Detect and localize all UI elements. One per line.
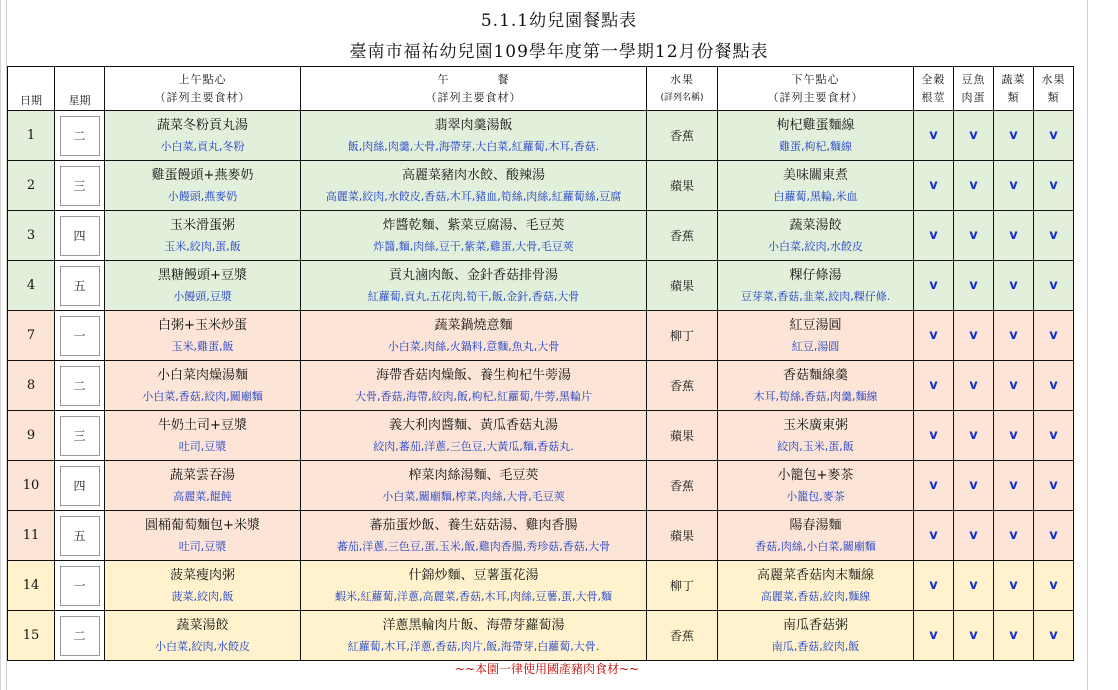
- pm-snack-ingredients: 紅豆,湯圓: [791, 339, 840, 353]
- lunch-cell: [301, 611, 647, 661]
- header-fruit: 水果 (詳列名稱): [647, 67, 718, 111]
- protein-check: v: [954, 311, 994, 361]
- weekday-value: 三: [60, 166, 100, 206]
- weekday-value: 二: [60, 116, 100, 156]
- weekday-cell: [55, 361, 105, 411]
- lunch-cell: [301, 511, 647, 561]
- date-cell: 9: [8, 411, 55, 461]
- weekday-value: 一: [60, 566, 100, 606]
- fruit-category-check: v: [1034, 111, 1074, 161]
- fruit-cell: 香蕉: [647, 461, 718, 511]
- pm-snack-name: 小籠包+麥茶: [777, 467, 854, 483]
- grains-check: v: [914, 611, 954, 661]
- am-snack-name: 菠菜瘦肉粥: [169, 567, 235, 583]
- fruit-category-check: v: [1034, 411, 1074, 461]
- header-lunch: 午 餐 （詳列主要食材）: [301, 67, 647, 111]
- pm-snack-ingredients: 豆芽菜,香菇,韭菜,絞肉,粿仔條.: [740, 289, 891, 303]
- protein-check: v: [954, 561, 994, 611]
- pm-snack-name: 高麗菜香菇肉末麵線: [756, 567, 874, 583]
- pm-snack-ingredients: 高麗菜,香菇,絞肉,麵線: [760, 589, 871, 603]
- pm-snack-ingredients: 小白菜,絞肉,水餃皮: [768, 239, 863, 253]
- weekday-cell: [55, 461, 105, 511]
- pm-snack-name: 枸杞雞蛋麵線: [776, 117, 855, 133]
- lunch-name: 高麗菜豬肉水餃、酸辣湯: [401, 167, 545, 183]
- am-snack-ingredients: 高麗菜,餛飩: [173, 489, 232, 503]
- weekday-value: 四: [60, 216, 100, 256]
- pm-snack-ingredients: 小籠包,麥茶: [786, 489, 845, 503]
- protein-check: v: [954, 261, 994, 311]
- am-snack-cell: [105, 611, 301, 661]
- pm-snack-cell: [718, 311, 914, 361]
- lunch-ingredients: 小白菜,關廟麵,榨菜,肉絲,大骨,毛豆莢: [382, 489, 565, 503]
- lunch-ingredients: 蝦米,紅蘿蔔,洋蔥,高麗菜,香菇,木耳,肉絲,豆薯,蛋,大骨,麵: [335, 589, 612, 603]
- protein-check: v: [954, 611, 994, 661]
- weekday-cell: [55, 211, 105, 261]
- lunch-ingredients: 紅蘿蔔,木耳,洋蔥,香菇,肉片,飯,海帶芽,白蘿蔔,大骨.: [347, 639, 600, 653]
- date-cell: 11: [8, 511, 55, 561]
- document-title: 5.1.1幼兒園餐點表: [480, 11, 638, 31]
- header-weekday: 星期: [55, 67, 105, 111]
- lunch-name: 洋蔥黑輪肉片飯、海帶芽蘿蔔湯: [382, 617, 565, 633]
- lunch-name: 炸醬乾麵、紫菜豆腐湯、毛豆莢: [382, 217, 565, 233]
- grains-check: v: [914, 211, 954, 261]
- table-row: [8, 361, 1074, 411]
- fruit-category-check: v: [1034, 161, 1074, 211]
- fruit-cell: 蘋果: [647, 511, 718, 561]
- am-snack-cell: [105, 461, 301, 511]
- date-cell: 14: [8, 561, 55, 611]
- table-row: [8, 261, 1074, 311]
- grains-check: v: [914, 461, 954, 511]
- protein-check: v: [954, 511, 994, 561]
- header-fruit-category: 水果 類: [1034, 67, 1074, 111]
- table-row: [8, 411, 1074, 461]
- pm-snack-ingredients: 木耳,筍絲,香菇,肉羹,麵線: [753, 389, 878, 403]
- grains-check: v: [914, 411, 954, 461]
- lunch-cell: [301, 261, 647, 311]
- pm-snack-cell: [718, 111, 914, 161]
- weekday-value: 四: [60, 466, 100, 506]
- vegetable-check: v: [994, 461, 1034, 511]
- lunch-name: 蕃茄蛋炒飯、養生菇菇湯、雞肉香腸: [369, 517, 578, 533]
- am-snack-name: 玉米滑蛋粥: [169, 217, 235, 233]
- grains-check: v: [914, 511, 954, 561]
- fruit-category-check: v: [1034, 611, 1074, 661]
- lunch-ingredients: 炸醬,麵,肉絲,豆干,紫菜,雞蛋,大骨,毛豆莢: [373, 239, 574, 253]
- lunch-name: 義大利肉醬麵、黃瓜香菇丸湯: [388, 417, 558, 433]
- lunch-cell: [301, 411, 647, 461]
- grains-check: v: [914, 361, 954, 411]
- weekday-cell: [55, 561, 105, 611]
- fruit-cell: 香蕉: [647, 111, 718, 161]
- table-row: [8, 311, 1074, 361]
- weekday-value: 五: [60, 516, 100, 556]
- vegetable-check: v: [994, 161, 1034, 211]
- weekday-value: 二: [60, 616, 100, 656]
- lunch-name: 貢丸滷肉飯、金針香菇排骨湯: [388, 267, 558, 283]
- lunch-name: 榨菜肉絲湯麵、毛豆莢: [408, 467, 539, 483]
- pm-snack-name: 香菇麵線羹: [782, 367, 848, 383]
- fruit-cell: 柳丁: [647, 561, 718, 611]
- am-snack-name: 蔬菜冬粉貢丸湯: [156, 117, 248, 133]
- am-snack-name: 白粥+玉米炒蛋: [158, 317, 247, 333]
- pm-snack-cell: [718, 161, 914, 211]
- fruit-cell: 香蕉: [647, 211, 718, 261]
- weekday-cell: [55, 511, 105, 561]
- am-snack-name: 蔬菜湯餃: [176, 617, 229, 633]
- weekday-cell: [55, 111, 105, 161]
- vegetable-check: v: [994, 311, 1034, 361]
- document-subtitle: 臺南市福祐幼兒園109學年度第一學期12月份餐點表: [349, 42, 769, 62]
- am-snack-cell: [105, 311, 301, 361]
- am-snack-name: 圓桶葡萄麵包+米漿: [145, 517, 260, 533]
- lunch-cell: [301, 361, 647, 411]
- date-cell: 1: [8, 111, 55, 161]
- header-pm-snack: 下午點心 （詳列主要食材）: [718, 67, 914, 111]
- am-snack-cell: [105, 211, 301, 261]
- vegetable-check: v: [994, 611, 1034, 661]
- pm-snack-cell: [718, 611, 914, 661]
- fruit-cell: 香蕉: [647, 611, 718, 661]
- lunch-cell: [301, 161, 647, 211]
- header-date: 日期: [8, 67, 55, 111]
- am-snack-ingredients: 小白菜,絞肉,水餃皮: [155, 639, 250, 653]
- lunch-cell: [301, 111, 647, 161]
- protein-check: v: [954, 361, 994, 411]
- am-snack-name: 蔬菜雲吞湯: [169, 467, 235, 483]
- weekday-cell: [55, 161, 105, 211]
- pm-snack-name: 美味關東煮: [782, 167, 848, 183]
- grains-check: v: [914, 161, 954, 211]
- am-snack-cell: [105, 561, 301, 611]
- pm-snack-ingredients: 絞肉,玉米,蛋,飯: [777, 439, 854, 453]
- fruit-cell: 蘋果: [647, 161, 718, 211]
- grains-check: v: [914, 261, 954, 311]
- weekday-value: 一: [60, 316, 100, 356]
- date-cell: 8: [8, 361, 55, 411]
- header-am-snack: 上午點心 （詳列主要食材）: [105, 67, 301, 111]
- protein-check: v: [954, 161, 994, 211]
- pm-snack-ingredients: 雞蛋,枸杞,麵線: [779, 139, 852, 153]
- fruit-category-check: v: [1034, 361, 1074, 411]
- pm-snack-ingredients: 白蘿蔔,黑輪,米血: [773, 189, 858, 203]
- table-row: [8, 161, 1074, 211]
- fruit-category-check: v: [1034, 511, 1074, 561]
- am-snack-cell: [105, 161, 301, 211]
- pm-snack-name: 陽春湯麵: [789, 517, 842, 533]
- fruit-category-check: v: [1034, 311, 1074, 361]
- column-gridline-right: [1087, 0, 1088, 690]
- weekday-cell: [55, 261, 105, 311]
- vegetable-check: v: [994, 511, 1034, 561]
- vegetable-check: v: [994, 211, 1034, 261]
- pm-snack-cell: [718, 361, 914, 411]
- lunch-ingredients: 絞肉,蕃茄,洋蔥,三色豆,大黃瓜,麵,香菇丸.: [373, 439, 574, 453]
- weekday-cell: [55, 611, 105, 661]
- vegetable-check: v: [994, 411, 1034, 461]
- am-snack-cell: [105, 261, 301, 311]
- fruit-category-check: v: [1034, 211, 1074, 261]
- vegetable-check: v: [994, 361, 1034, 411]
- am-snack-name: 牛奶土司+豆漿: [158, 417, 247, 433]
- table-row: [8, 461, 1074, 511]
- date-cell: 7: [8, 311, 55, 361]
- grains-check: v: [914, 111, 954, 161]
- vegetable-check: v: [994, 111, 1034, 161]
- am-snack-name: 小白菜肉燥湯麵: [156, 367, 248, 383]
- lunch-ingredients: 飯,肉絲,肉羹,大骨,海帶芽,大白菜,紅蘿蔔,木耳,香菇.: [347, 139, 600, 153]
- pm-snack-cell: [718, 461, 914, 511]
- am-snack-name: 黑糖饅頭+豆漿: [158, 267, 247, 283]
- fruit-category-check: v: [1034, 461, 1074, 511]
- date-cell: 15: [8, 611, 55, 661]
- weekday-value: 二: [60, 366, 100, 406]
- am-snack-cell: [105, 361, 301, 411]
- weekday-cell: [55, 411, 105, 461]
- table-row: [8, 211, 1074, 261]
- footer-note: ~~本園一律使用國產豬肉食材~~: [454, 662, 640, 676]
- header-vegetable: 蔬菜 類: [994, 67, 1034, 111]
- table-row: [8, 511, 1074, 561]
- am-snack-ingredients: 小饅頭,豆漿: [173, 289, 232, 303]
- weekday-cell: [55, 311, 105, 361]
- protein-check: v: [954, 211, 994, 261]
- am-snack-ingredients: 小白菜,貢丸,冬粉: [160, 139, 245, 153]
- lunch-ingredients: 大骨,香菇,海帶,絞肉,飯,枸杞,紅蘿蔔,牛蒡,黑輪片: [355, 389, 592, 403]
- lunch-name: 什錦炒麵、豆薯蛋花湯: [408, 567, 539, 583]
- lunch-name: 蔬菜鍋燒意麵: [434, 317, 513, 333]
- pm-snack-cell: [718, 261, 914, 311]
- pm-snack-cell: [718, 561, 914, 611]
- table-row: [8, 561, 1074, 611]
- am-snack-ingredients: 小白菜,香菇,絞肉,關廟麵: [142, 389, 263, 403]
- lunch-ingredients: 蕃茄,洋蔥,三色豆,蛋,玉米,飯,雞肉香腸,秀珍菇,香菇,大骨: [336, 539, 611, 553]
- protein-check: v: [954, 411, 994, 461]
- date-cell: 4: [8, 261, 55, 311]
- meal-menu-table: [7, 66, 1074, 661]
- vegetable-check: v: [994, 261, 1034, 311]
- table-row: [8, 611, 1074, 661]
- pm-snack-ingredients: 香菇,肉絲,小白菜,關廟麵: [755, 539, 876, 553]
- am-snack-cell: [105, 511, 301, 561]
- lunch-cell: [301, 561, 647, 611]
- date-cell: 10: [8, 461, 55, 511]
- header-protein: 豆魚 肉蛋: [954, 67, 994, 111]
- pm-snack-cell: [718, 211, 914, 261]
- am-snack-cell: [105, 411, 301, 461]
- fruit-cell: 柳丁: [647, 311, 718, 361]
- vegetable-check: v: [994, 561, 1034, 611]
- lunch-cell: [301, 461, 647, 511]
- protein-check: v: [954, 111, 994, 161]
- fruit-cell: 香蕉: [647, 361, 718, 411]
- fruit-cell: 蘋果: [647, 261, 718, 311]
- grains-check: v: [914, 561, 954, 611]
- pm-snack-cell: [718, 511, 914, 561]
- am-snack-ingredients: 吐司,豆漿: [178, 539, 227, 553]
- lunch-cell: [301, 311, 647, 361]
- lunch-name: 翡翠肉羹湯飯: [434, 117, 513, 133]
- pm-snack-name: 紅豆湯圓: [789, 317, 842, 333]
- header-grains: 全穀 根莖: [914, 67, 954, 111]
- table-row: [8, 111, 1074, 161]
- lunch-ingredients: 紅蘿蔔,貢丸,五花肉,筍干,飯,金針,香菇,大骨: [367, 289, 580, 303]
- pm-snack-cell: [718, 411, 914, 461]
- fruit-category-check: v: [1034, 561, 1074, 611]
- lunch-ingredients: 小白菜,肉絲,火鍋料,意麵,魚丸,大骨: [387, 339, 560, 353]
- pm-snack-ingredients: 南瓜,香菇,絞肉,飯: [771, 639, 860, 653]
- grains-check: v: [914, 311, 954, 361]
- am-snack-name: 雞蛋饅頭+燕麥奶: [151, 167, 254, 183]
- am-snack-cell: [105, 111, 301, 161]
- pm-snack-name: 粿仔條湯: [789, 267, 842, 283]
- am-snack-ingredients: 玉米,絞肉,蛋,飯: [164, 239, 241, 253]
- weekday-value: 五: [60, 266, 100, 306]
- am-snack-ingredients: 玉米,雞蛋,飯: [171, 339, 234, 353]
- protein-check: v: [954, 461, 994, 511]
- date-cell: 3: [8, 211, 55, 261]
- am-snack-ingredients: 小饅頭,燕麥奶: [167, 189, 238, 203]
- am-snack-ingredients: 吐司,豆漿: [178, 439, 227, 453]
- fruit-cell: 蘋果: [647, 411, 718, 461]
- pm-snack-name: 南瓜香菇粥: [782, 617, 848, 633]
- date-cell: 2: [8, 161, 55, 211]
- lunch-name: 海帶香菇肉燥飯、養生枸杞牛蒡湯: [375, 367, 571, 383]
- weekday-value: 三: [60, 416, 100, 456]
- table-header-row: [8, 67, 1074, 111]
- lunch-cell: [301, 211, 647, 261]
- pm-snack-name: 玉米廣東粥: [782, 417, 848, 433]
- am-snack-ingredients: 菠菜,絞肉,飯: [171, 589, 234, 603]
- fruit-category-check: v: [1034, 261, 1074, 311]
- pm-snack-name: 蔬菜湯餃: [789, 217, 842, 233]
- lunch-ingredients: 高麗菜,絞肉,水餃皮,香菇,木耳,豬血,筍絲,肉絲,紅蘿蔔絲,豆腐: [325, 189, 622, 203]
